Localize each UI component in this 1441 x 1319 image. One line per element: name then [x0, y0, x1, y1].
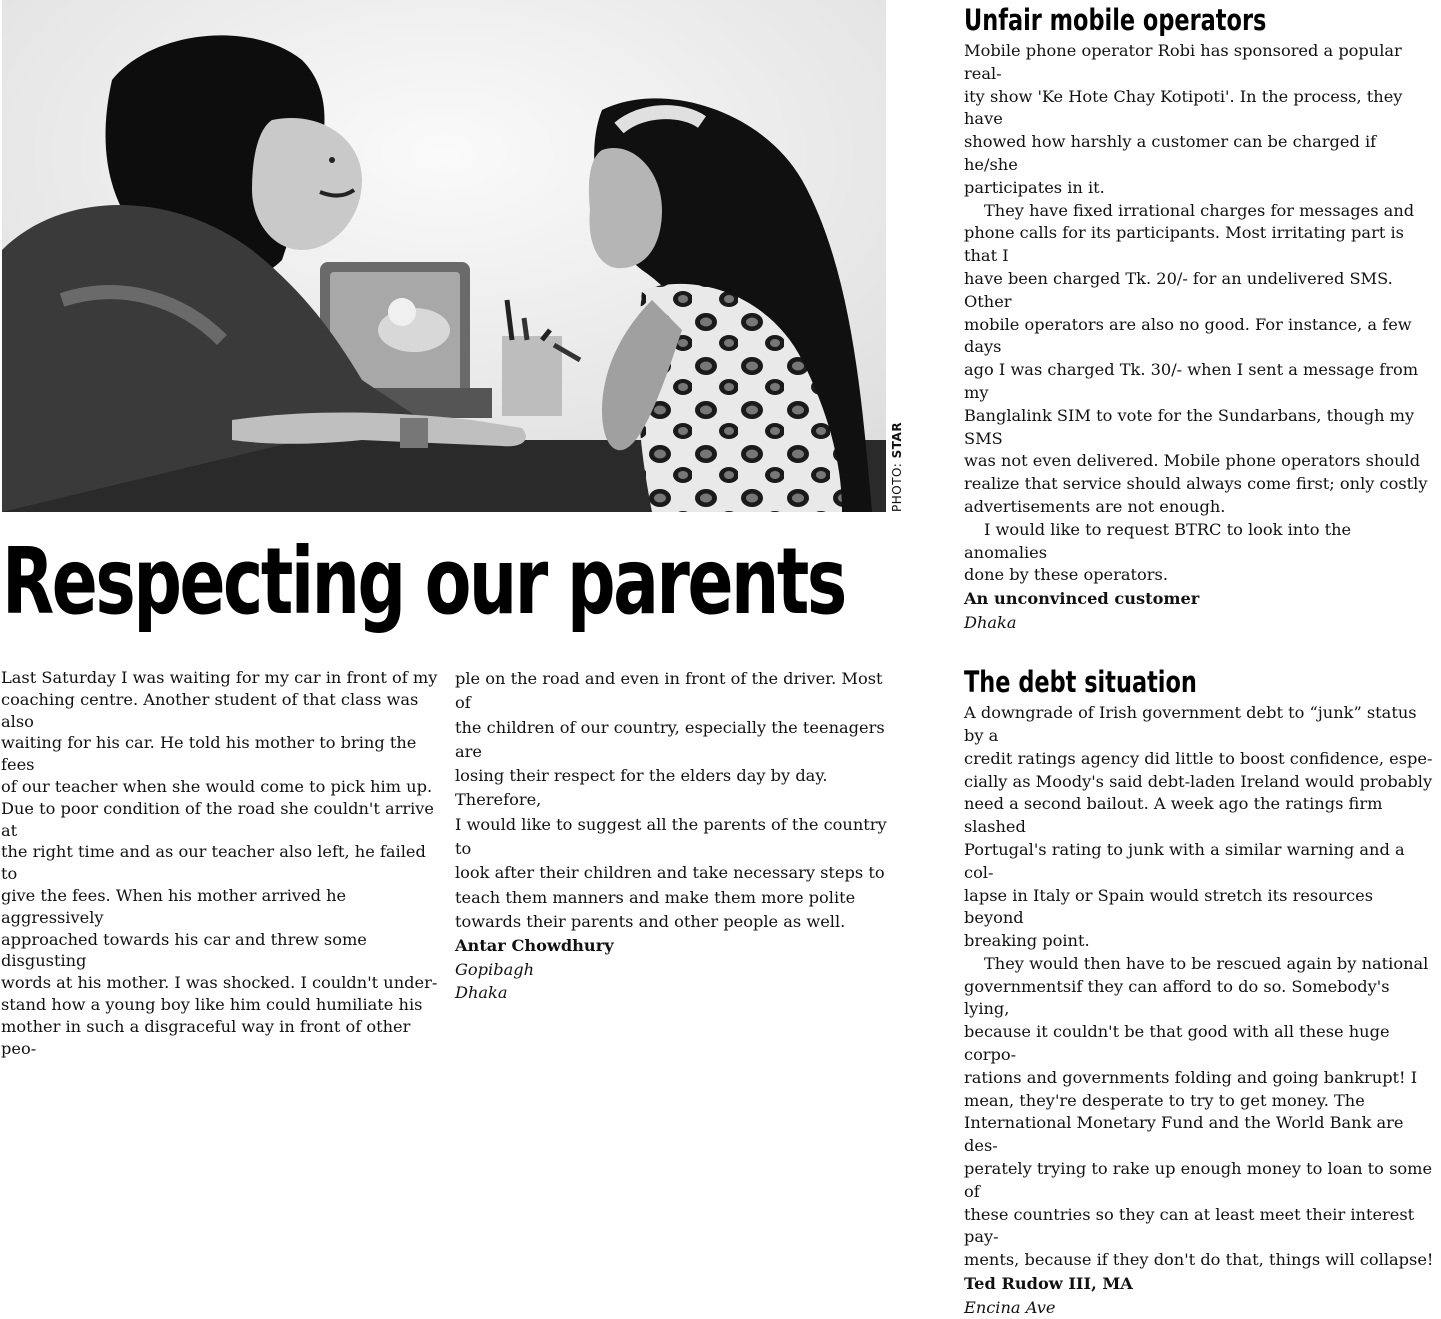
letter-title: Unfair mobile operators	[964, 3, 1267, 37]
main-letter-paragraph-continued	[455, 667, 895, 934]
text-line: ity show 'Ke Hote Chay Kotipoti'. In the process, they have	[964, 86, 1403, 129]
text-line: breaking point.	[964, 931, 1090, 951]
letter-paragraph	[964, 953, 1434, 1272]
text-line: teach them manners and make them more polite	[455, 887, 856, 907]
text-line: of our teacher when she would come to pick him up.	[1, 776, 433, 796]
text-line: perately trying to rake up enough money to loan to some of	[964, 1159, 1433, 1201]
text-line: mean, they're desperate to try to get money. The	[964, 1090, 1365, 1110]
letter-title: The debt situation	[964, 665, 1197, 700]
letter-unfair-mobile-operators	[964, 0, 1434, 634]
letter-paragraph	[964, 519, 1434, 587]
text-line: International Monetary Fund and the World Bank are des-	[964, 1113, 1404, 1156]
letter-paragraph	[964, 40, 1434, 200]
text-line: Due to poor condition of the road she couldn't arrive at	[1, 798, 435, 840]
letter-signoff	[964, 1272, 1434, 1319]
text-line: losing their respect for the elders day by day. Therefore,	[455, 766, 828, 810]
letter-author: Ted Rudow III, MA	[964, 1274, 1133, 1294]
text-line: Last Saturday I was waiting for my car in front of my	[1, 668, 438, 687]
letter-paragraph	[964, 702, 1434, 953]
main-letter-author: Antar Chowdhury	[455, 936, 614, 956]
photo-credit	[890, 412, 904, 512]
text-line: advertisements are not enough.	[964, 496, 1226, 516]
text-line: look after their children and take necessary steps to	[455, 863, 885, 883]
letter-author: An unconvinced customer	[964, 589, 1200, 609]
text-line: Mobile phone operator Robi has sponsored a popular real-	[964, 41, 1402, 83]
text-line: cially as Moody's said debt-laden Ireland would probably	[964, 771, 1433, 791]
text-line: realize that service should always come first; only costly	[964, 474, 1428, 494]
text-line: governmentsif they can afford to do so. Somebody's lying,	[964, 976, 1390, 1019]
letter-location: Encina Ave	[964, 1297, 1056, 1317]
main-letter-paragraph	[1, 667, 441, 1059]
text-line: need a second bailout. A week ago the ratings firm slashed	[964, 794, 1383, 837]
letter-paragraph	[964, 200, 1434, 519]
text-line: Banglalink SIM to vote for the Sundarbans, though my SMS	[964, 405, 1415, 448]
photo-credit-source: STAR	[890, 421, 904, 459]
photo-credit-label: PHOTO:	[890, 462, 904, 512]
text-line: waiting for his car. He told his mother to bring the fees	[1, 733, 417, 775]
text-line: towards their parents and other people as well.	[455, 911, 846, 931]
text-line: participates in it.	[964, 177, 1105, 197]
main-letter-location-2: Dhaka	[455, 983, 508, 1003]
text-line: give the fees. When his mother arrived he aggressively	[1, 885, 347, 927]
text-line: stand how a young boy like him could humiliate his	[1, 994, 423, 1014]
text-line: Portugal's rating to junk with a similar warning and a col-	[964, 839, 1405, 882]
photo-mother-daughter	[2, 0, 886, 512]
text-line: approached towards his car and threw some disgusting	[1, 929, 367, 971]
text-line: the children of our country, especially the teenagers are	[455, 717, 885, 761]
text-line: rations and governments folding and going bankrupt! I	[964, 1067, 1418, 1087]
text-line: A downgrade of Irish government debt to “junk” status by a	[964, 703, 1417, 745]
main-letter-location-1: Gopibagh	[455, 959, 535, 979]
text-line: They would then have to be rescued again by national	[984, 953, 1429, 973]
text-line: ple on the road and even in front of the driver. Most of	[455, 669, 883, 713]
text-line: I would like to request BTRC to look into the anomalies	[964, 519, 1352, 562]
letter-location: Dhaka	[964, 612, 1017, 632]
text-line: showed how harshly a customer can be charged if he/she	[964, 132, 1377, 174]
text-line: I would like to suggest all the parents of the country to	[455, 814, 887, 859]
letter-debt-situation	[964, 662, 1434, 1319]
text-line: mobile operators are also no good. For instance, a few days	[964, 314, 1412, 357]
right-column	[964, 0, 1434, 1319]
text-line: They have fixed irrational charges for messages and	[984, 200, 1415, 220]
main-letter-column-1	[1, 667, 441, 1059]
text-line: words at his mother. I was shocked. I couldn't under-	[1, 973, 438, 993]
text-line: ago I was charged Tk. 30/- when I sent a message from my	[964, 360, 1419, 402]
text-line: the right time and as our teacher also left, he failed to	[1, 842, 426, 884]
photo-illustration	[2, 0, 886, 512]
text-line: these countries so they can at least meet their interest pay-	[964, 1204, 1415, 1247]
text-line: coaching centre. Another student of that class was also	[1, 689, 419, 731]
main-letter-signoff	[455, 934, 895, 1005]
text-line: ments, because if they don't do that, things will collapse!	[964, 1250, 1434, 1270]
pencil-cup	[502, 336, 562, 416]
main-letter-column-2	[455, 667, 895, 1005]
text-line: credit ratings agency did little to boost confidence, espe-	[964, 748, 1433, 768]
text-line: have been charged Tk. 20/- for an undelivered SMS. Other	[964, 268, 1393, 311]
text-line: phone calls for its participants. Most irritating part is that I	[964, 223, 1404, 266]
text-line: done by these operators.	[964, 565, 1168, 585]
main-headline: Respecting our parents	[2, 528, 845, 635]
text-line: was not even delivered. Mobile phone operators should	[964, 451, 1421, 471]
letter-signoff	[964, 587, 1434, 634]
text-line: because it couldn't be that good with all these huge corpo-	[964, 1022, 1390, 1065]
text-line: lapse in Italy or Spain would stretch its resources beyond	[964, 885, 1374, 928]
text-line: mother in such a disgraceful way in front of other peo-	[1, 1016, 411, 1058]
